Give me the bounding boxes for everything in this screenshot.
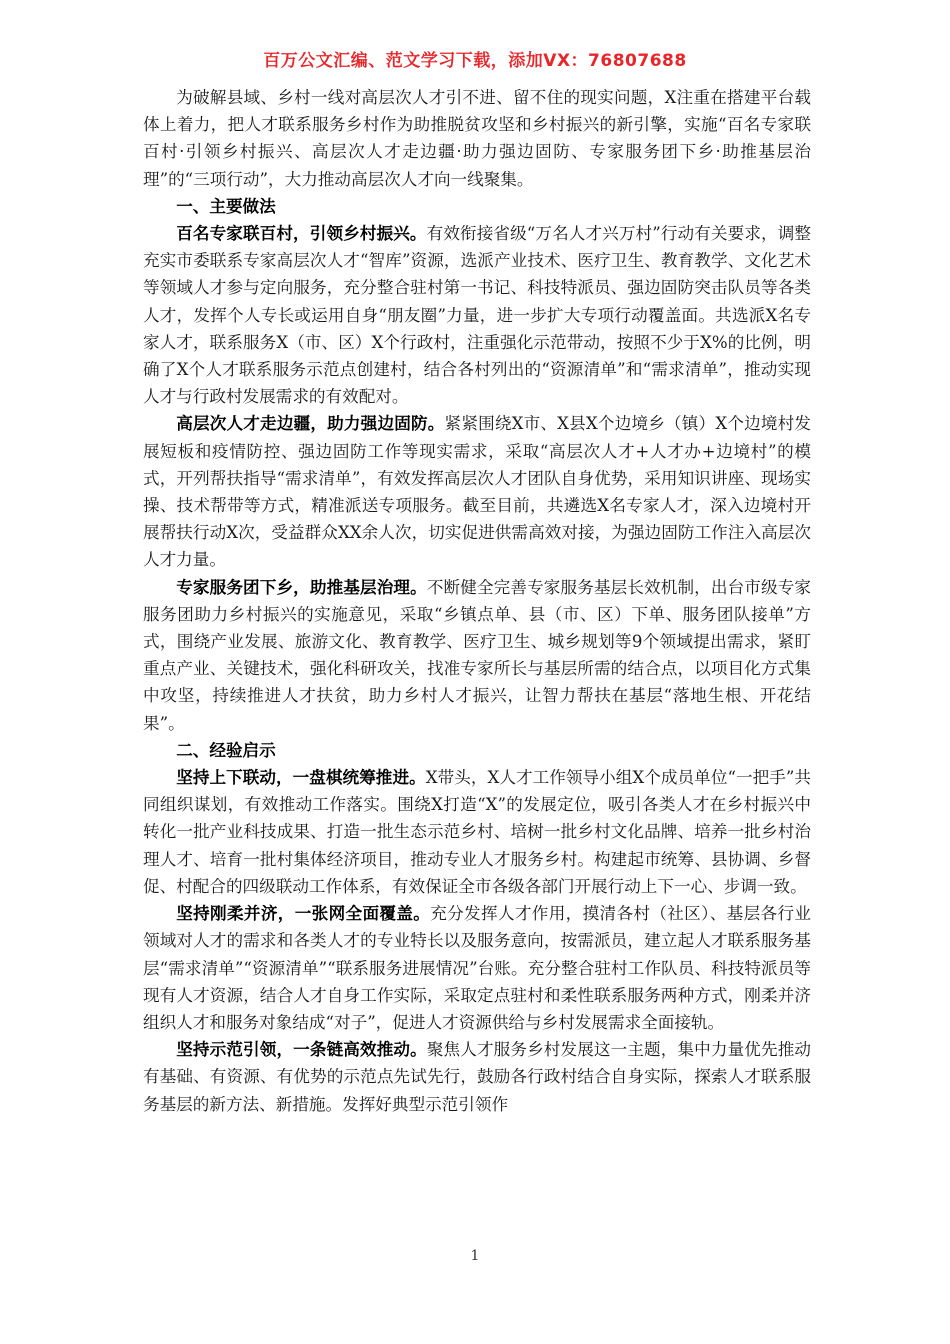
paragraph-border-talent xyxy=(143,410,811,573)
paragraph-flexible-coverage xyxy=(143,900,811,1036)
paragraph-lead: 高层次人才走边疆，助力强边固防。 xyxy=(176,413,445,434)
paragraph-body: 聚焦人才服务乡村发展这一主题，集中力量优先推动有基础、有资源、有优势的示范点先试先行，鼓励各行政村结合自身实际，探索人才联系服务基层的新方法、新措施。发挥好典型示范引领作 xyxy=(143,1040,812,1114)
paragraph-lead: 坚持示范引领，一条链高效推动。 xyxy=(176,1039,427,1060)
paragraph-body: X带头，X人才工作领导小组X个成员单位“一把手”共同组织谋划，有效推动工作落实。围绕X打造“X”的发展定位，吸引各类人才在乡村振兴中转化一批产业科技成果、打造一批生态示范乡村、培树一批乡村文化品牌、培养一批乡村治理人才、培育一批村集体经济项目，推动专业人才服务乡村。构建起市统筹、县协调、乡督促、村配合的四级联动工作体系，有效保证全市各级各部门开展行动上下一心、步调一致。 xyxy=(143,768,811,896)
paragraph-demonstration xyxy=(143,1036,811,1118)
paragraph-lead: 专家服务团下乡，助推基层治理。 xyxy=(176,576,427,597)
paragraph-body: 有效衔接省级“万名人才兴万村”行动有关要求，调整充实市委联系专家高层次人才“智库”资源，选派产业技术、医疗卫生、教育教学、文化艺术等领域人才参与定向服务，充分整合驻村第一书记、科技特派员、强边固防突击队员等各类人才，发挥个人专长或运用自身“朋友圈”力量，进一步扩大专项行动覆盖面。共选派X名专家人才，联系服务X（市、区）X个行政村，注重强化示范带动，按照不少于X%的比例，明确了X个人才联系服务示范点创建村，结合各村列出的“资源清单”和“需求清单”，推动实现人才与行政村发展需求的有效配对。 xyxy=(143,224,811,407)
intro-paragraph: 为破解县域、乡村一线对高层次人才引不进、留不住的现实问题，X注重在搭建平台载体上着力，把人才联系服务乡村作为助推脱贫攻坚和乡村振兴的新引擎，实施“百名专家联百村·引领乡村振兴、高层次人才走边疆·助力强边固防、专家服务团下乡·助推基层治理”的“三项行动”，大力推动高层次人才向一线聚集。 xyxy=(143,88,811,189)
paragraph-lead: 坚持刚柔并济，一张网全面覆盖。 xyxy=(176,903,431,924)
section-heading-experience: 二、经验启示 xyxy=(176,739,276,760)
page-number: 1 xyxy=(470,1248,480,1264)
section-heading-main-practices: 一、主要做法 xyxy=(176,195,276,216)
paragraph-experts-villages xyxy=(143,220,811,410)
paragraph-linkage xyxy=(143,764,811,900)
paragraph-lead: 百名专家联百村，引领乡村振兴。 xyxy=(176,223,427,244)
paragraph-body: 充分发挥人才作用，摸清各村（社区）、基层各行业领域对人才的需求和各类人才的专业特长以及服务意向，按需派员，建立起人才联系服务基层“需求清单”“资源清单”“联系服务进展情况”台账。充分整合驻村工作队员、科技特派员等现有人才资源，结合人才自身工作实际，采取定点驻村和柔性联系服务两种方式，刚柔并济组织人才和服务对象结成“对子”，促进人才资源供给与乡村发展需求全面接轨。 xyxy=(143,904,812,1032)
document-body xyxy=(143,84,811,1118)
paragraph-expert-service-team xyxy=(143,574,811,737)
promo-banner: 百万公文汇编、范文学习下载，添加VX：76807688 xyxy=(263,51,687,71)
paragraph-body: 不断健全完善专家服务基层长效机制，出台市级专家服务团助力乡村振兴的实施意见，采取“乡镇点单、县（市、区）下单、服务团队接单”方式，围绕产业发展、旅游文化、教育教学、医疗卫生、城乡规划等9个领域提出需求，紧盯重点产业、关键技术，强化科研攻关，找准专家所长与基层所需的结合点，以项目化方式集中攻坚，持续推进人才扶贫，助力乡村人才振兴，让智力帮扶在基层“落地生根、开花结果”。 xyxy=(143,577,812,733)
paragraph-lead: 坚持上下联动，一盘棋统筹推进。 xyxy=(176,767,426,788)
paragraph-body: 紧紧围绕X市、X县X个边境乡（镇）X个边境村发展短板和疫情防控、强边固防工作等现实需求，采取“高层次人才+人才办+边境村”的模式，开列帮扶指导“需求清单”，有效发挥高层次人才团队自身优势，采用知识讲座、现场实操、技术帮带等方式，精准派送专项服务。截至目前，共遴选X名专家人才，深入边境村开展帮扶行动X次，受益群众XX余人次，切实促进供需高效对接，为强边固防工作注入高层次人才力量。 xyxy=(143,414,811,570)
